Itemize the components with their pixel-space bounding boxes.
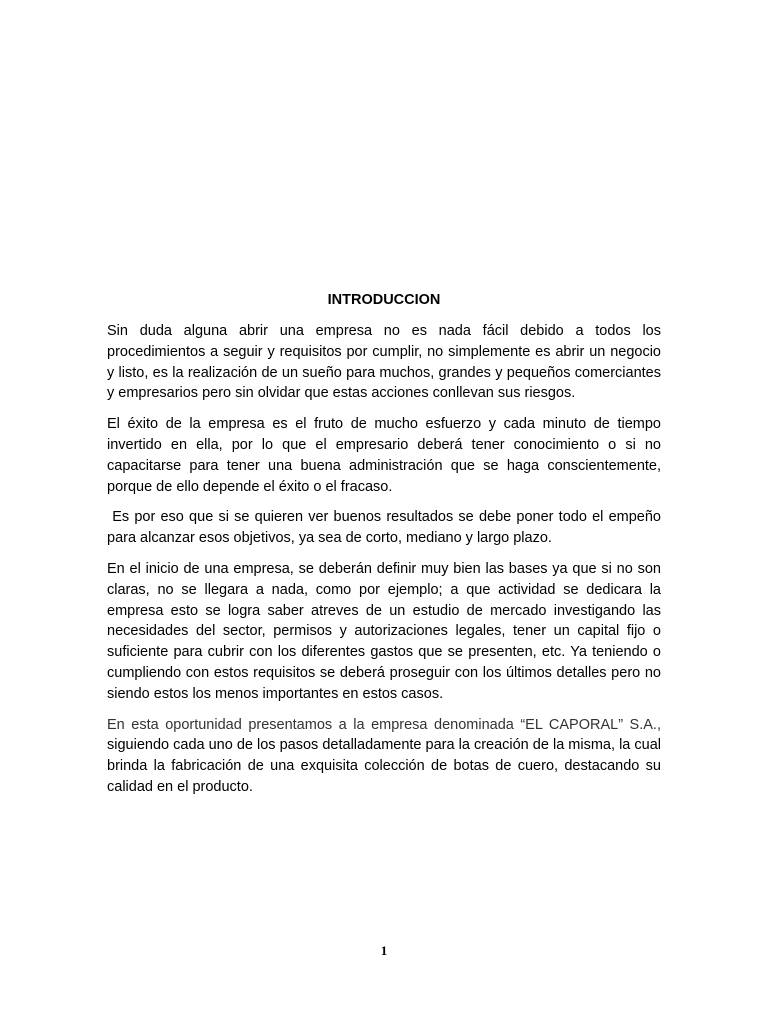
paragraph-2: El éxito de la empresa es el fruto de mucho esfuerzo y cada minuto de tiempo invertido en ella, por lo que el empresario deberá tener conocimiento o si no capacitarse para tener una buena administración que se haga conscientemente, porque de ello depende el éxito o el fracaso.: [107, 416, 661, 495]
paragraph-4: En el inicio de una empresa, se deberán definir muy bien las bases ya que si no son claras, no se llegara a nada, como por ejemplo; a que actividad se dedicara la empresa esto se logra saber atreves de un estudio de mercado investigando las necesidades del sector, permisos y autorizaciones legales, tener un capital fijo o suficiente para cubrir con los diferentes gastos que se presenten, etc. Ya teniendo o cumpliendo con estos requisitos se deberá proseguir con los últimos detalles pero no siendo estos los menos importantes en estos casos.: [107, 560, 661, 702]
document-title: INTRODUCCION: [327, 292, 441, 308]
paragraph-5: [107, 715, 661, 798]
paragraph-5-lead: En esta oportunidad presentamos a la empresa denominada “EL CAPORAL” S.A.,: [107, 716, 661, 733]
page-number: 1: [380, 943, 388, 958]
paragraph-1: Sin duda alguna abrir una empresa no es nada fácil debido a todos los procedimientos a seguir y requisitos por cumplir, no simplemente es abrir un negocio y listo, es la realización de un sueño para muchos, grandes y pequeños comerciantes y empresarios pero sin olvidar que estas acciones conllevan sus riesgos.: [107, 323, 661, 402]
document-body: [107, 290, 661, 808]
paragraph-3: Es por eso que si se quieren ver buenos resultados se debe poner todo el empeño para alcanzar esos objetivos, ya sea de corto, mediano y largo plazo.: [107, 509, 661, 547]
paragraph-5-rest: siguiendo cada uno de los pasos detalladamente para la creación de la misma, la cual brinda la fabricación de una exquisita colección de botas de cuero, destacando su calidad en el producto.: [107, 737, 661, 795]
